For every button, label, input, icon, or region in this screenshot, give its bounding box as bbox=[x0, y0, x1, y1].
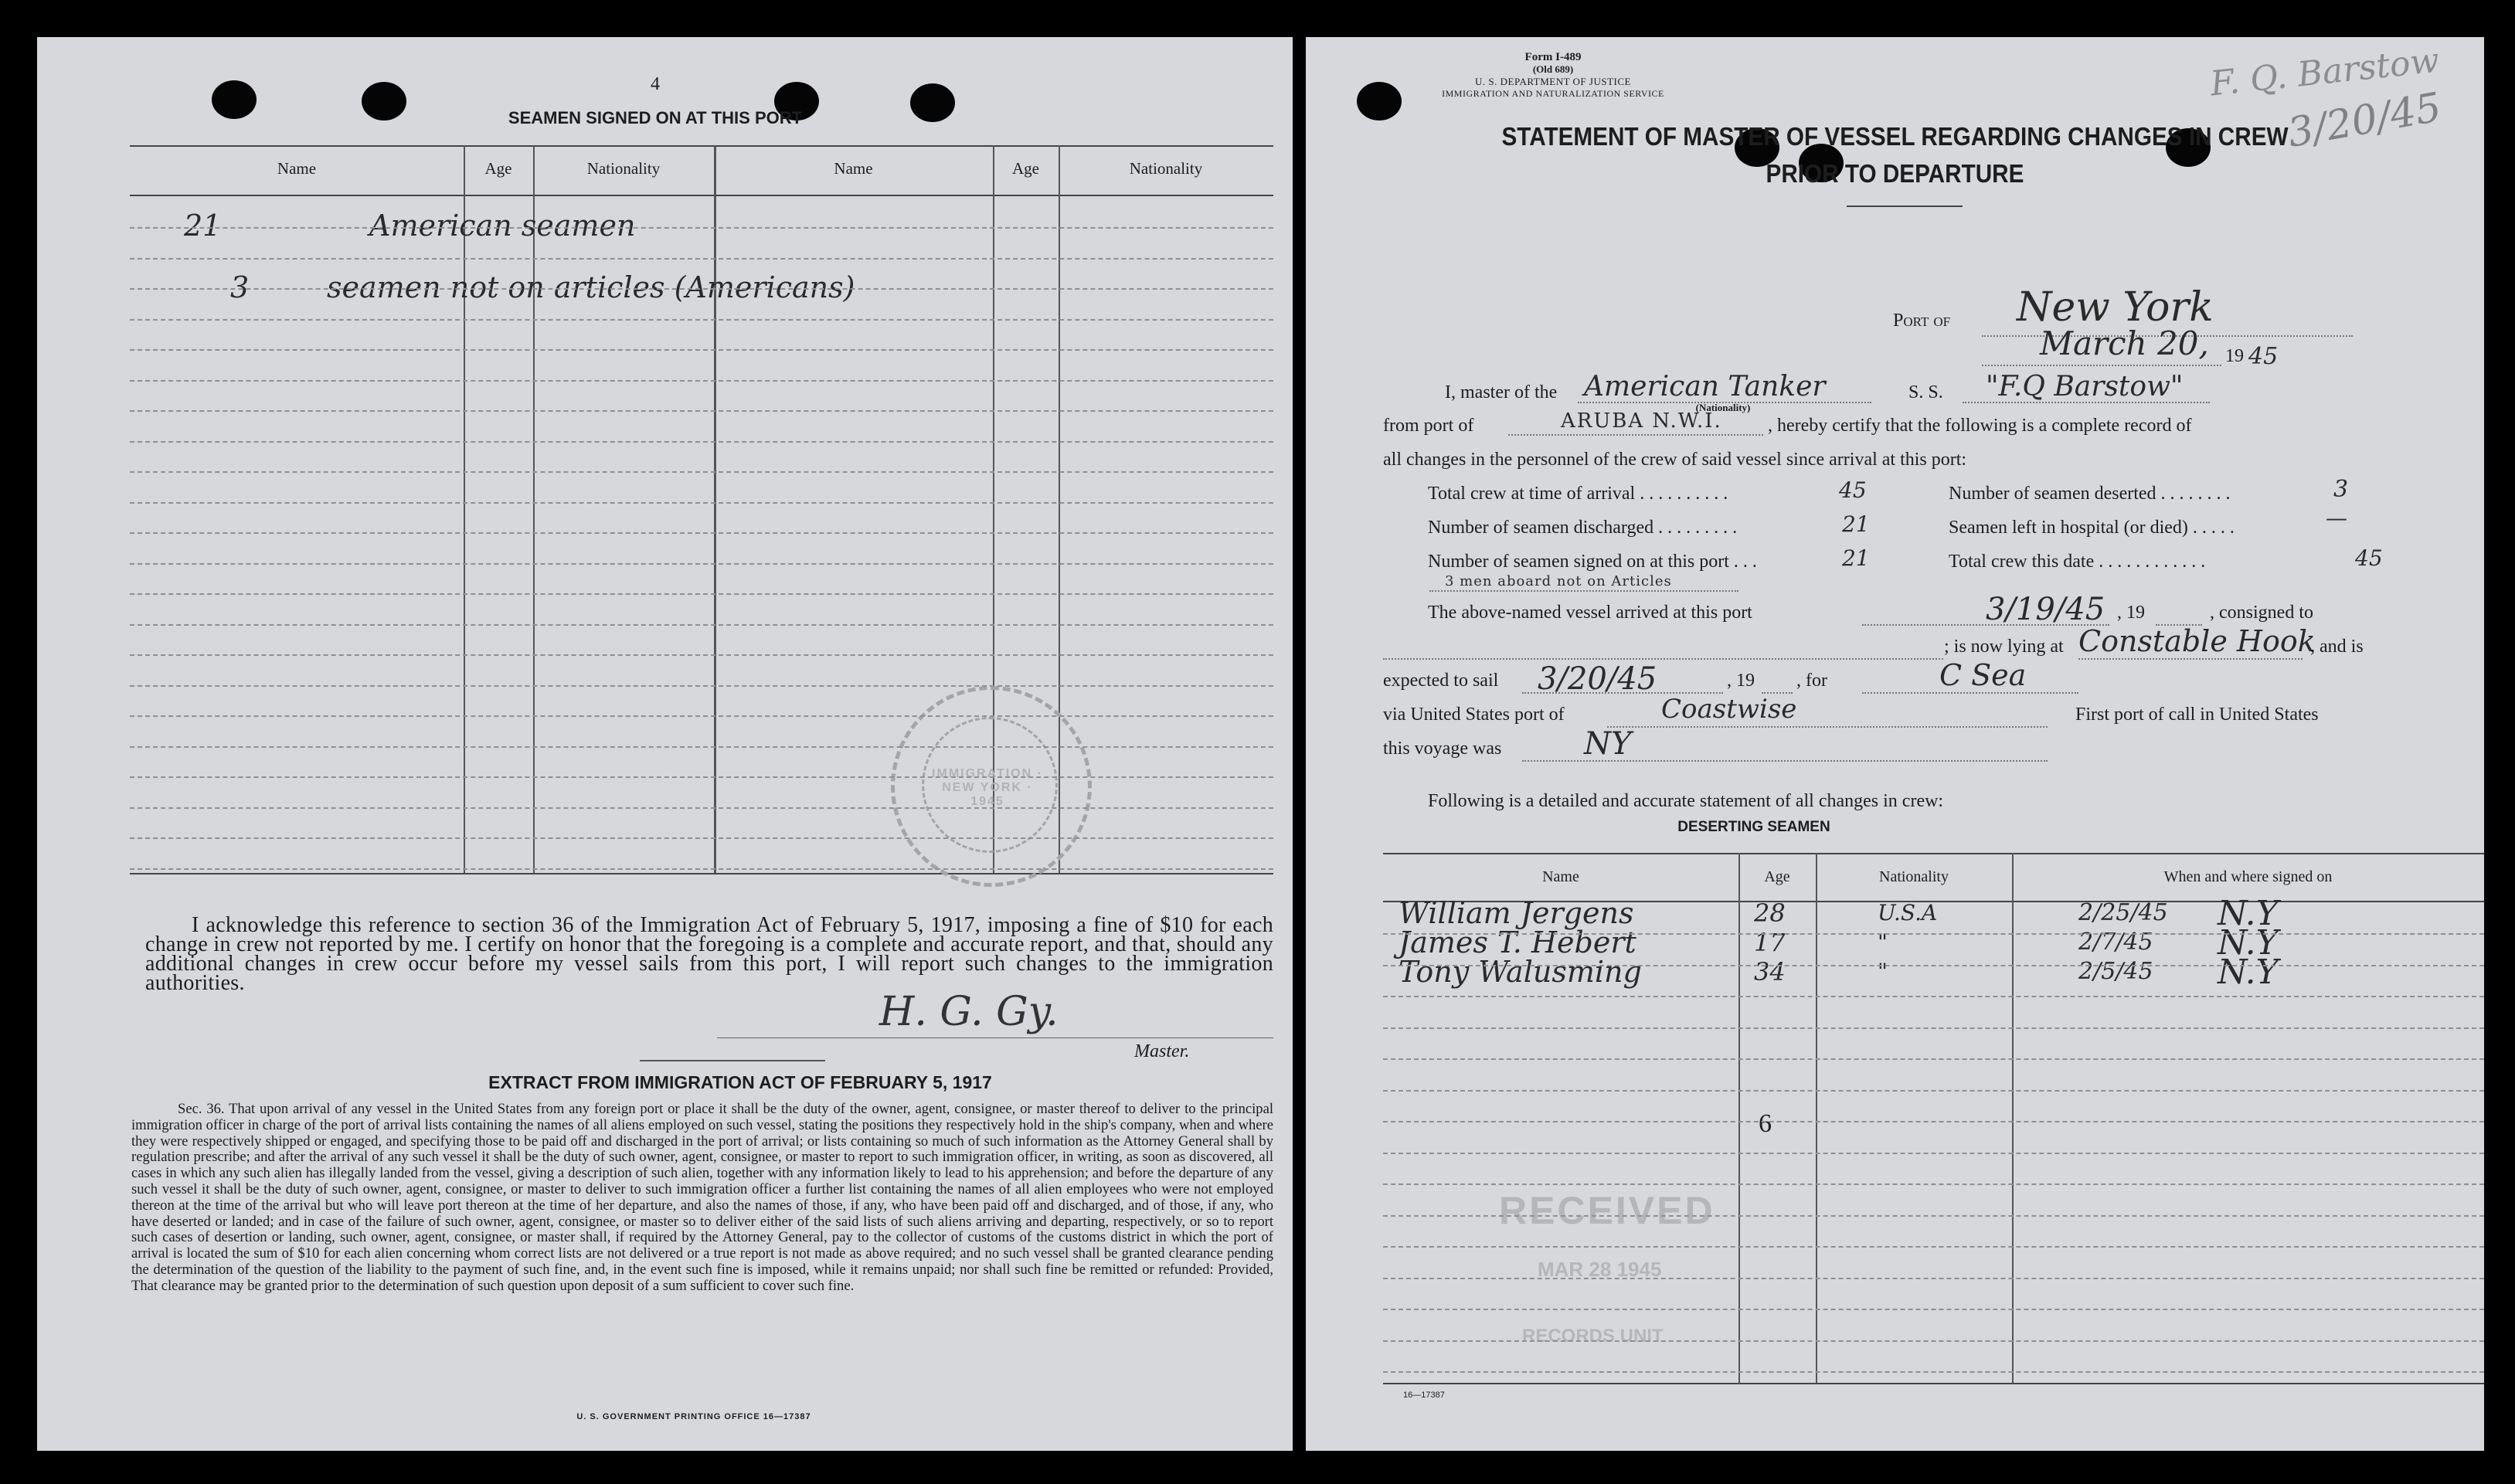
deserter-place: N.Y bbox=[2218, 923, 2279, 963]
left-page bbox=[37, 37, 1293, 1451]
table-header-rule bbox=[130, 195, 1273, 196]
deserting-header-age: Age bbox=[1764, 868, 1790, 885]
discharged-label: Number of seamen discharged . . . . . . . . . bbox=[1428, 518, 1738, 538]
ruled-line bbox=[1383, 1090, 2484, 1092]
ruled-line bbox=[1383, 1215, 2484, 1217]
page-mark: 6 bbox=[1759, 1109, 1772, 1138]
column-divider bbox=[533, 145, 535, 873]
year-prefix: 19 bbox=[2225, 346, 2244, 366]
table-title: SEAMEN SIGNED ON AT THIS PORT bbox=[508, 108, 803, 127]
nationality-caption: (Nationality) bbox=[1695, 402, 1751, 413]
date-value: March 20, bbox=[2040, 324, 2209, 362]
signed-on-label: Number of seamen signed on at this port . . . bbox=[1428, 552, 1757, 572]
ruled-line bbox=[1383, 1309, 2484, 1310]
ruled-line bbox=[130, 715, 1273, 717]
extract-title: EXTRACT FROM IMMIGRATION ACT OF FEBRUARY 5, 1917 bbox=[488, 1072, 992, 1092]
corner-annotation: F. Q. Barstow bbox=[2208, 40, 2442, 104]
lying-value: Constable Hook bbox=[2078, 624, 2316, 658]
first-port-label: First port of call in United States bbox=[2075, 705, 2319, 725]
from-port-value: ARUBA N.W.I. bbox=[1561, 409, 1722, 433]
deserted-label: Number of seamen deserted . . . . . . . . bbox=[1949, 484, 2231, 504]
ruled-line bbox=[1383, 1371, 2484, 1373]
expected-value: 3/20/45 bbox=[1538, 661, 1657, 697]
for-label: , for bbox=[1796, 671, 1827, 691]
column-divider bbox=[2012, 853, 2014, 1383]
discharged-value: 21 bbox=[1842, 511, 1870, 537]
nationality-value: American Tanker bbox=[1584, 371, 1826, 402]
ruled-line bbox=[130, 532, 1273, 534]
ruled-line bbox=[130, 837, 1273, 839]
deserter-place: N.Y bbox=[2218, 953, 2279, 992]
lying-line bbox=[2078, 658, 2303, 660]
expected-year: , 19 bbox=[1727, 671, 1755, 691]
form-title-line-1: STATEMENT OF MASTER OF VESSEL REGARDING CHANGES IN CREW bbox=[1501, 122, 2289, 151]
ruled-line bbox=[130, 654, 1273, 656]
ruled-line bbox=[130, 349, 1273, 351]
deserting-header-signed: When and where signed on bbox=[2163, 868, 2333, 885]
ruled-line bbox=[130, 441, 1273, 443]
column-divider bbox=[714, 145, 716, 873]
department: U. S. DEPARTMENT OF JUSTICE bbox=[1475, 76, 1631, 87]
deserting-header-name: Name bbox=[1542, 868, 1579, 885]
ruled-line bbox=[130, 868, 1273, 870]
column-divider bbox=[1816, 853, 1817, 1383]
punch-hole bbox=[212, 80, 257, 119]
punch-hole bbox=[362, 82, 406, 121]
deserter-nationality: " bbox=[1878, 959, 1888, 984]
deserter-nationality: U.S.A bbox=[1878, 900, 1938, 925]
deserter-signed: 2/7/45 bbox=[2078, 929, 2153, 956]
lying-label: ; is now lying at bbox=[1944, 637, 2064, 657]
corner-date: 3/20/45 bbox=[2284, 84, 2445, 157]
ruled-line bbox=[130, 288, 1273, 290]
column-header-nationality: Nationality bbox=[1129, 159, 1203, 178]
received-date: MAR 28 1945 bbox=[1538, 1258, 1662, 1281]
deserter-age: 34 bbox=[1754, 957, 1786, 987]
master-signature: H. G. Gy. bbox=[879, 989, 1059, 1035]
deserter-name: James T. Hebert bbox=[1399, 925, 1636, 959]
column-header-name: Name bbox=[277, 159, 317, 178]
via-label: via United States port of bbox=[1383, 705, 1565, 725]
deserter-age: 28 bbox=[1754, 898, 1786, 928]
deserter-nationality: " bbox=[1878, 929, 1888, 955]
ruled-line bbox=[130, 746, 1273, 748]
for-line bbox=[1862, 692, 2078, 694]
ss-label: S. S. bbox=[1908, 382, 1943, 402]
note-line bbox=[1429, 590, 1738, 592]
master-label: Master. bbox=[1134, 1041, 1190, 1061]
ruled-line bbox=[130, 502, 1273, 504]
arrived-line bbox=[1862, 624, 2109, 626]
ruled-line bbox=[1383, 1340, 2484, 1342]
ruled-line bbox=[130, 776, 1273, 778]
following-text: Following is a detailed and accurate statement of all changes in crew: bbox=[1428, 791, 1944, 811]
total-date-value: 45 bbox=[2355, 545, 2383, 571]
divider-rule bbox=[640, 1060, 825, 1061]
form-number: Form I-489 bbox=[1524, 51, 1582, 63]
deserter-place: N.Y bbox=[2218, 894, 2279, 933]
ruled-line bbox=[1383, 933, 2484, 935]
right-page bbox=[1306, 37, 2484, 1451]
voyage-line bbox=[1522, 760, 2048, 762]
service: IMMIGRATION AND NATURALIZATION SERVICE bbox=[1442, 88, 1664, 99]
ruled-line bbox=[130, 410, 1273, 412]
voyage-value: NY bbox=[1584, 726, 1632, 762]
ruled-line bbox=[130, 593, 1273, 595]
expected-label: expected to sail bbox=[1383, 671, 1499, 691]
stamp-text: IMMIGRATION · NEW YORK · 1945 bbox=[932, 767, 1043, 808]
total-arrival-value: 45 bbox=[1839, 477, 1867, 503]
column-header-age: Age bbox=[1012, 159, 1039, 178]
total-arrival-label: Total crew at time of arrival . . . . . . . . . . bbox=[1428, 484, 1728, 504]
master-of-label: I, master of the bbox=[1445, 382, 1558, 402]
deserter-signed: 2/5/45 bbox=[2078, 958, 2153, 985]
port-label: Port of bbox=[1893, 311, 1951, 331]
date-line bbox=[1982, 365, 2221, 366]
entry-text: seamen not on articles (Americans) bbox=[327, 270, 855, 304]
from-port-label: from port of bbox=[1383, 416, 1474, 436]
deserter-name: William Jergens bbox=[1399, 896, 1634, 930]
deserter-signed: 2/25/45 bbox=[2078, 899, 2168, 926]
ruled-line bbox=[1383, 1027, 2484, 1029]
consigned-label: , consigned to bbox=[2210, 603, 2313, 623]
column-divider bbox=[1738, 853, 1740, 1383]
ruled-line bbox=[130, 685, 1273, 687]
ruled-line bbox=[130, 258, 1273, 260]
certify-text: , hereby certify that the following is a complete record of bbox=[1768, 416, 2192, 436]
entry-text: American seamen bbox=[369, 209, 636, 243]
printer-line: 16—17387 bbox=[1403, 1391, 1445, 1400]
deserting-top-rule bbox=[1383, 853, 2484, 854]
ruled-line bbox=[1383, 996, 2484, 997]
title-underline bbox=[1847, 205, 1963, 207]
ruled-line bbox=[130, 319, 1273, 321]
ship-line bbox=[1963, 402, 2210, 403]
port-value: New York bbox=[2017, 284, 2214, 331]
ruled-line bbox=[1383, 1246, 2484, 1248]
ruled-line bbox=[1383, 1121, 2484, 1122]
column-header-name: Name bbox=[834, 159, 873, 178]
via-value: Coastwise bbox=[1661, 694, 1797, 725]
ruled-line bbox=[1383, 1278, 2484, 1279]
deserter-name: Tony Walusming bbox=[1399, 955, 1642, 989]
ruled-line bbox=[1383, 1058, 2484, 1060]
form-title-line-2: PRIOR TO DEPARTURE bbox=[1766, 159, 2024, 188]
punch-hole bbox=[910, 83, 955, 122]
deserted-value: 3 bbox=[2333, 476, 2349, 503]
column-header-age: Age bbox=[484, 159, 512, 178]
deserter-age: 17 bbox=[1754, 928, 1786, 957]
extract-text: Sec. 36. That upon arrival of any vessel in the United States from any foreign port or place it shall be the duty of the owner, agent, consignee, or master thereof to deliver to the principal immigration officer in charge of the port of arrival lists containing the names of all aliens employed on such vessel, stating the positions they respectively hold in the ship's company, when and where they were respectively shipped or engaged, and specifying those to be paid off and discharged in the port of arrival; or lists containing so much of such information as the Attorney General shall by regulation prescribe; and after the arrival of any such vessel it shall be the duty of such owner, agent, consignee, or master to report to such immigration officer, in writing, as soon as discovered, all cases in which any such alien has illegally landed from the vessel, giving a description of such alien, together with any information likely to lead to his apprehension; and before the departure of any such vessel it shall be the duty of such owner, agent, consignee, or master to deliver to such immigration officer a further list containing the names of all alien employees who were not employed thereon at the time of the arrival but who will leave port thereon at the time of her departure, and also the names of those, if any, who have been paid off and discharged, and of those, if any, who have deserted or landed; and in case of the failure of such owner, agent, consignee, or master so to deliver either of the said lists of such aliens arriving and departing, respectively, or so to report such cases of desertion or landing, such owner, agent, consignee, or master shall, if required by the Attorney General, pay to the collector of customs of the customs district in which the port of arrival is located the sum of $10 for each alien concerning whom correct lists are not delivered or a true report is not made as above required; and no such vessel shall be granted clearance pending the determination of the question of the liability to the payment of such fine, and, in the event such fine is imposed, while it remains unpaid; nor shall such fine be remitted or refunded: Provided, That clearance may be granted prior to the determination of such question upon deposit of a sum sufficient to cover such fine. bbox=[131, 1101, 1273, 1294]
for-value: C Sea bbox=[1939, 658, 2027, 692]
ship-name: "F.Q Barstow" bbox=[1986, 371, 2184, 402]
signature-line bbox=[717, 1037, 1273, 1038]
deserting-bottom-rule bbox=[1383, 1383, 2484, 1384]
ruled-line bbox=[130, 624, 1273, 626]
printer-line: U. S. GOVERNMENT PRINTING OFFICE 16—17387 bbox=[576, 1412, 811, 1421]
deserting-header-nationality: Nationality bbox=[1879, 868, 1949, 885]
hospital-label: Seamen left in hospital (or died) . . . . . bbox=[1949, 518, 2235, 538]
certify-text-2: all changes in the personnel of the crew of said vessel since arrival at this port: bbox=[1383, 450, 1967, 470]
voyage-label: this voyage was bbox=[1383, 739, 1502, 759]
ruled-line bbox=[130, 380, 1273, 382]
hospital-value: — bbox=[2326, 505, 2347, 531]
acknowledgement-text: I acknowledge this reference to section 36 of the Immigration Act of February 5, 1917, imposing a fine of $10 for each change in crew not reported by me. I certify on honor that the foregoing is a complete and accurate report, and that, should any additional changes in crew occur before my vessel sails from this port, I will report such changes to the immigration authorities. bbox=[145, 913, 1273, 995]
via-line bbox=[1607, 726, 2048, 728]
ruled-line bbox=[130, 471, 1273, 473]
received-unit: RECORDS UNIT bbox=[1522, 1326, 1664, 1346]
and-is-label: , and is bbox=[2310, 637, 2364, 657]
ruled-line bbox=[1383, 1183, 2484, 1185]
column-divider bbox=[464, 145, 465, 873]
ruled-line bbox=[130, 563, 1273, 565]
table-top-rule bbox=[130, 145, 1273, 147]
form-old-number: (Old 689) bbox=[1532, 63, 1574, 75]
ruled-line bbox=[130, 227, 1273, 229]
ruled-line bbox=[130, 807, 1273, 809]
total-date-label: Total crew this date . . . . . . . . . . . . bbox=[1949, 552, 2206, 572]
ruled-line bbox=[1383, 965, 2484, 966]
ruled-line bbox=[1383, 1153, 2484, 1154]
entry-count: 3 bbox=[230, 270, 250, 304]
page-number: 4 bbox=[651, 74, 660, 94]
arrived-value: 3/19/45 bbox=[1986, 592, 2105, 627]
stats-note: 3 men aboard not on Articles bbox=[1445, 573, 1672, 589]
table-bottom-rule bbox=[130, 873, 1273, 874]
column-header-nationality: Nationality bbox=[586, 159, 661, 178]
consignee-line bbox=[1383, 658, 1943, 660]
entry-count: 21 bbox=[184, 209, 222, 243]
year-value: 45 bbox=[2248, 343, 2279, 370]
arrived-label: The above-named vessel arrived at this port bbox=[1428, 603, 1752, 623]
received-stamp: RECEIVED bbox=[1499, 1189, 1715, 1232]
signed-on-value: 21 bbox=[1842, 545, 1870, 571]
deserting-title: DESERTING SEAMEN bbox=[1677, 819, 1830, 835]
arrived-year: , 19 bbox=[2117, 603, 2145, 623]
from-port-line bbox=[1508, 434, 1763, 436]
